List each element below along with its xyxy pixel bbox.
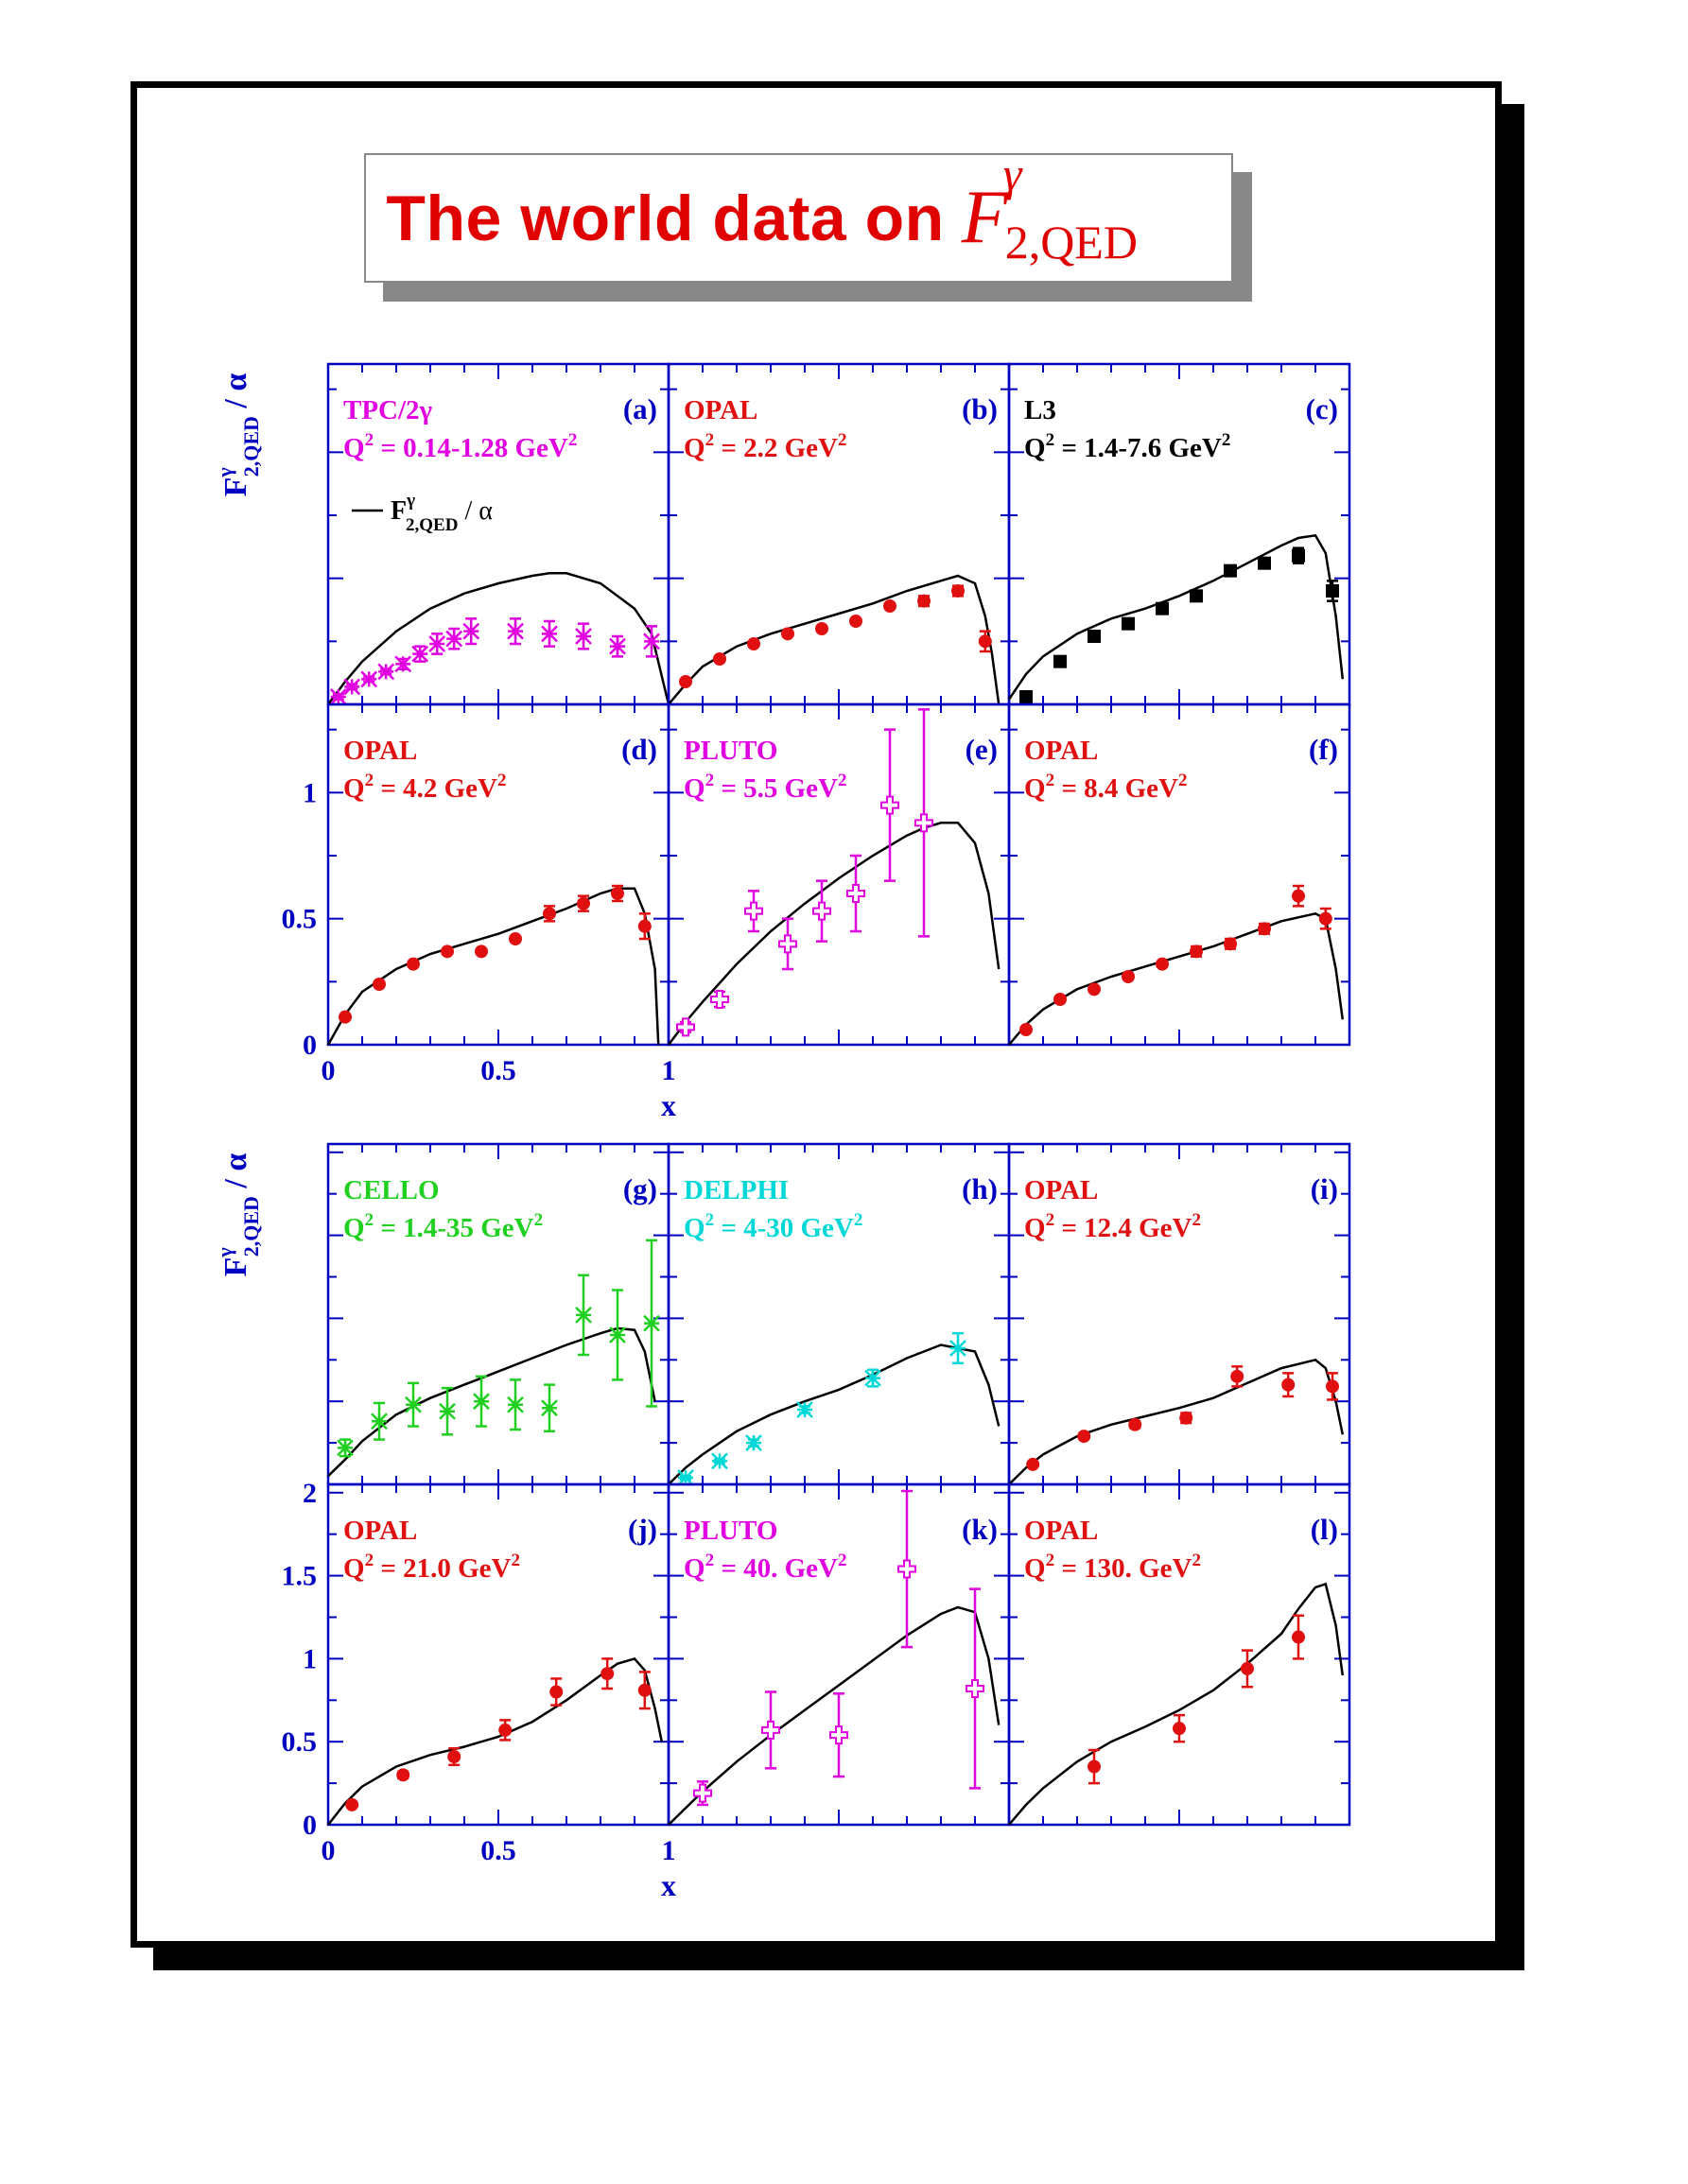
experiment-label: DELPHI bbox=[684, 1175, 790, 1205]
y-tick-label: 0.5 bbox=[281, 903, 317, 935]
data-point bbox=[915, 814, 932, 831]
data-point bbox=[1319, 912, 1332, 926]
data-point bbox=[979, 634, 992, 648]
panel-b bbox=[669, 364, 1009, 704]
y-tick-label: 2 bbox=[303, 1477, 317, 1509]
data-point bbox=[1026, 1458, 1039, 1471]
data-point bbox=[815, 622, 828, 635]
panel-id-label: (h) bbox=[962, 1172, 998, 1205]
q2-label: $Q^2 = 1.4-7.6$ GeV$^2$ bbox=[1024, 430, 1231, 463]
data-point bbox=[1088, 1760, 1101, 1774]
experiment-label: CELLO bbox=[343, 1175, 440, 1205]
panel-id-label: (c) bbox=[1305, 392, 1338, 425]
q2-label: $Q^2 = 4.2$ GeV$^2$ bbox=[343, 771, 507, 804]
data-point bbox=[1173, 1722, 1186, 1735]
panel-frame bbox=[1009, 364, 1349, 704]
y-tick-label: 0 bbox=[303, 1030, 317, 1061]
data-point bbox=[338, 1440, 353, 1455]
data-point bbox=[883, 599, 896, 613]
data-point bbox=[441, 945, 454, 958]
y-tick-label: 0.5 bbox=[281, 1726, 317, 1759]
data-point bbox=[474, 1394, 489, 1409]
data-point bbox=[644, 633, 659, 649]
q2-label: $Q^2 = 2.2$ GeV$^2$ bbox=[684, 430, 847, 463]
panel-c bbox=[1009, 364, 1349, 704]
data-point bbox=[508, 1397, 523, 1413]
qed-curve bbox=[669, 576, 999, 704]
y-tick-label: 1 bbox=[303, 777, 317, 809]
panel-l bbox=[1009, 1484, 1349, 1825]
data-point bbox=[1190, 945, 1203, 958]
data-point bbox=[1179, 1412, 1192, 1425]
y-tick-label: 1 bbox=[303, 1643, 317, 1675]
qed-curve bbox=[1009, 1584, 1343, 1825]
data-point bbox=[345, 1798, 358, 1811]
data-point bbox=[746, 1435, 761, 1450]
y-tick-label: 0 bbox=[303, 1810, 317, 1841]
panel-e bbox=[669, 704, 1009, 1045]
data-point bbox=[576, 1308, 591, 1323]
panel-g bbox=[328, 1144, 669, 1484]
data-point bbox=[966, 1680, 983, 1697]
legend-label: $F^\gamma$ 2,QED / α bbox=[391, 491, 493, 535]
panel-id-label: (b) bbox=[962, 392, 998, 425]
q2-label: $Q^2 = 1.4-35$ GeV$^2$ bbox=[343, 1210, 544, 1243]
experiment-label: OPAL bbox=[1024, 1175, 1099, 1205]
data-point bbox=[429, 636, 444, 651]
data-point bbox=[440, 1404, 455, 1419]
data-point bbox=[1156, 958, 1169, 971]
qed-curve bbox=[669, 823, 999, 1045]
data-point bbox=[638, 920, 652, 933]
panel-h bbox=[669, 1144, 1009, 1485]
x-tick-label: 1 bbox=[661, 1835, 676, 1866]
data-point bbox=[576, 629, 591, 644]
data-point bbox=[378, 664, 393, 679]
title-symbol-sup: γ bbox=[1002, 147, 1022, 200]
data-point bbox=[1326, 1379, 1339, 1393]
data-point bbox=[1122, 617, 1135, 631]
data-point bbox=[395, 656, 410, 671]
data-point bbox=[406, 1397, 421, 1413]
panel-id-label: (l) bbox=[1310, 1513, 1338, 1546]
data-point bbox=[779, 935, 796, 952]
data-point bbox=[1292, 1631, 1305, 1644]
data-point bbox=[679, 675, 692, 688]
data-point bbox=[1190, 589, 1203, 602]
data-point bbox=[762, 1722, 779, 1739]
panel-a bbox=[328, 364, 669, 704]
panel-j bbox=[328, 1484, 669, 1825]
data-point bbox=[1230, 1370, 1244, 1383]
data-point bbox=[447, 1750, 461, 1763]
panel-f bbox=[1009, 704, 1349, 1045]
data-point bbox=[611, 887, 624, 900]
data-point bbox=[951, 584, 965, 598]
data-point bbox=[898, 1561, 915, 1578]
data-point bbox=[549, 1686, 563, 1699]
experiment-label: TPC/2γ bbox=[343, 395, 433, 425]
q2-label: $Q^2 = 130$. GeV$^2$ bbox=[1024, 1551, 1201, 1584]
panel-id-label: (i) bbox=[1310, 1172, 1338, 1205]
panel-id-label: (j) bbox=[628, 1513, 657, 1546]
panel-i bbox=[1009, 1144, 1349, 1484]
data-point bbox=[711, 991, 728, 1008]
panel-d bbox=[328, 704, 669, 1045]
data-point bbox=[678, 1470, 693, 1485]
y-tick-label: 1.5 bbox=[281, 1560, 317, 1592]
data-point bbox=[373, 978, 386, 991]
qed-curve bbox=[1009, 913, 1343, 1045]
data-point bbox=[610, 1327, 625, 1343]
data-point bbox=[372, 1413, 387, 1429]
data-point bbox=[865, 1371, 880, 1386]
qed-curve bbox=[669, 1607, 999, 1825]
panel-id-label: (e) bbox=[965, 733, 998, 766]
q2-label: $Q^2 = 21.0$ GeV$^2$ bbox=[343, 1551, 520, 1584]
q2-label: $Q^2 = 5.5$ GeV$^2$ bbox=[684, 771, 847, 804]
qed-curve bbox=[328, 889, 658, 1045]
data-point bbox=[1292, 890, 1305, 903]
data-point bbox=[463, 624, 479, 639]
x-tick-label: 0.5 bbox=[480, 1835, 516, 1866]
data-point bbox=[509, 932, 522, 945]
data-point bbox=[331, 689, 346, 704]
panel-id-label: (k) bbox=[962, 1513, 998, 1546]
y-axis-label: $F^\gamma$ 2,QED / α bbox=[213, 373, 263, 497]
data-point bbox=[747, 637, 760, 650]
x-axis-label: x bbox=[661, 1868, 676, 1902]
experiment-label: OPAL bbox=[343, 736, 418, 766]
data-point bbox=[712, 1453, 727, 1468]
panel-id-label: (g) bbox=[622, 1172, 657, 1205]
q2-label: $Q^2 = 4-30$ GeV$^2$ bbox=[684, 1210, 863, 1243]
data-point bbox=[542, 626, 557, 641]
data-point bbox=[745, 903, 762, 920]
data-point bbox=[644, 1316, 659, 1331]
experiment-label: OPAL bbox=[343, 1516, 418, 1546]
data-point bbox=[1241, 1662, 1254, 1675]
data-point bbox=[475, 945, 488, 958]
data-point bbox=[542, 1400, 557, 1415]
data-point bbox=[577, 897, 590, 910]
data-point bbox=[1258, 557, 1271, 570]
data-point bbox=[1019, 1023, 1033, 1036]
data-point bbox=[1088, 630, 1101, 643]
data-point bbox=[847, 885, 864, 902]
experiment-label: PLUTO bbox=[684, 736, 778, 766]
panel-id-label: (a) bbox=[622, 392, 657, 425]
qed-curve bbox=[1009, 1360, 1343, 1484]
qed-curve bbox=[328, 1658, 662, 1825]
data-point bbox=[1053, 655, 1067, 668]
data-point bbox=[1128, 1418, 1141, 1431]
data-point bbox=[638, 1684, 652, 1697]
data-point bbox=[361, 671, 376, 686]
x-tick-label: 0.5 bbox=[480, 1055, 516, 1086]
data-point bbox=[339, 1011, 352, 1024]
experiment-label: PLUTO bbox=[684, 1516, 778, 1546]
data-point bbox=[498, 1724, 512, 1737]
data-point bbox=[797, 1402, 812, 1417]
data-point bbox=[1326, 584, 1339, 598]
x-tick-label: 0 bbox=[321, 1055, 336, 1086]
data-point bbox=[830, 1726, 847, 1743]
data-point bbox=[1156, 602, 1169, 615]
experiment-label: L3 bbox=[1024, 395, 1056, 425]
data-point bbox=[1077, 1430, 1090, 1443]
title-symbol-main: F bbox=[961, 176, 1008, 259]
data-point bbox=[1224, 564, 1237, 578]
title-symbol-sub: 2,QED bbox=[1004, 216, 1138, 269]
data-point bbox=[543, 907, 556, 920]
data-point bbox=[1122, 970, 1135, 983]
data-point bbox=[1258, 922, 1271, 935]
data-point bbox=[446, 632, 461, 647]
page-title: The world data on bbox=[386, 182, 945, 254]
x-tick-label: 1 bbox=[661, 1055, 676, 1086]
data-point bbox=[1224, 937, 1237, 950]
data-point bbox=[610, 639, 625, 654]
data-point bbox=[677, 1018, 694, 1035]
panel-k bbox=[669, 1484, 1009, 1825]
y-axis-label: $F^\gamma$ 2,QED / α bbox=[213, 1153, 263, 1277]
data-point bbox=[1019, 690, 1033, 703]
data-point bbox=[1281, 1378, 1295, 1392]
experiment-label: OPAL bbox=[684, 395, 758, 425]
experiment-label: OPAL bbox=[1024, 1516, 1099, 1546]
data-point bbox=[396, 1768, 409, 1781]
x-axis-label: x bbox=[661, 1088, 676, 1122]
data-point bbox=[950, 1341, 966, 1356]
q2-label: $Q^2 = 0.14-1.28$ GeV$^2$ bbox=[343, 430, 578, 463]
panel-id-label: (f) bbox=[1309, 733, 1338, 766]
data-point bbox=[813, 903, 830, 920]
x-tick-label: 0 bbox=[321, 1835, 336, 1866]
data-point bbox=[600, 1667, 614, 1680]
experiment-label: OPAL bbox=[1024, 736, 1099, 766]
q2-label: $Q^2 = 8.4$ GeV$^2$ bbox=[1024, 771, 1188, 804]
data-point bbox=[1292, 549, 1305, 563]
q2-label: $Q^2 = 12.4$ GeV$^2$ bbox=[1024, 1210, 1201, 1243]
data-point bbox=[412, 647, 427, 662]
data-point bbox=[917, 595, 931, 608]
data-point bbox=[1088, 982, 1101, 996]
data-point bbox=[849, 615, 862, 628]
data-point bbox=[881, 797, 898, 814]
data-point bbox=[713, 652, 726, 666]
data-point bbox=[344, 679, 359, 694]
q2-label: $Q^2 = 40$. GeV$^2$ bbox=[684, 1551, 847, 1584]
data-point bbox=[508, 624, 523, 639]
panel-id-label: (d) bbox=[621, 733, 657, 766]
data-point bbox=[1053, 993, 1067, 1006]
data-point bbox=[781, 627, 794, 640]
data-point bbox=[407, 958, 420, 971]
